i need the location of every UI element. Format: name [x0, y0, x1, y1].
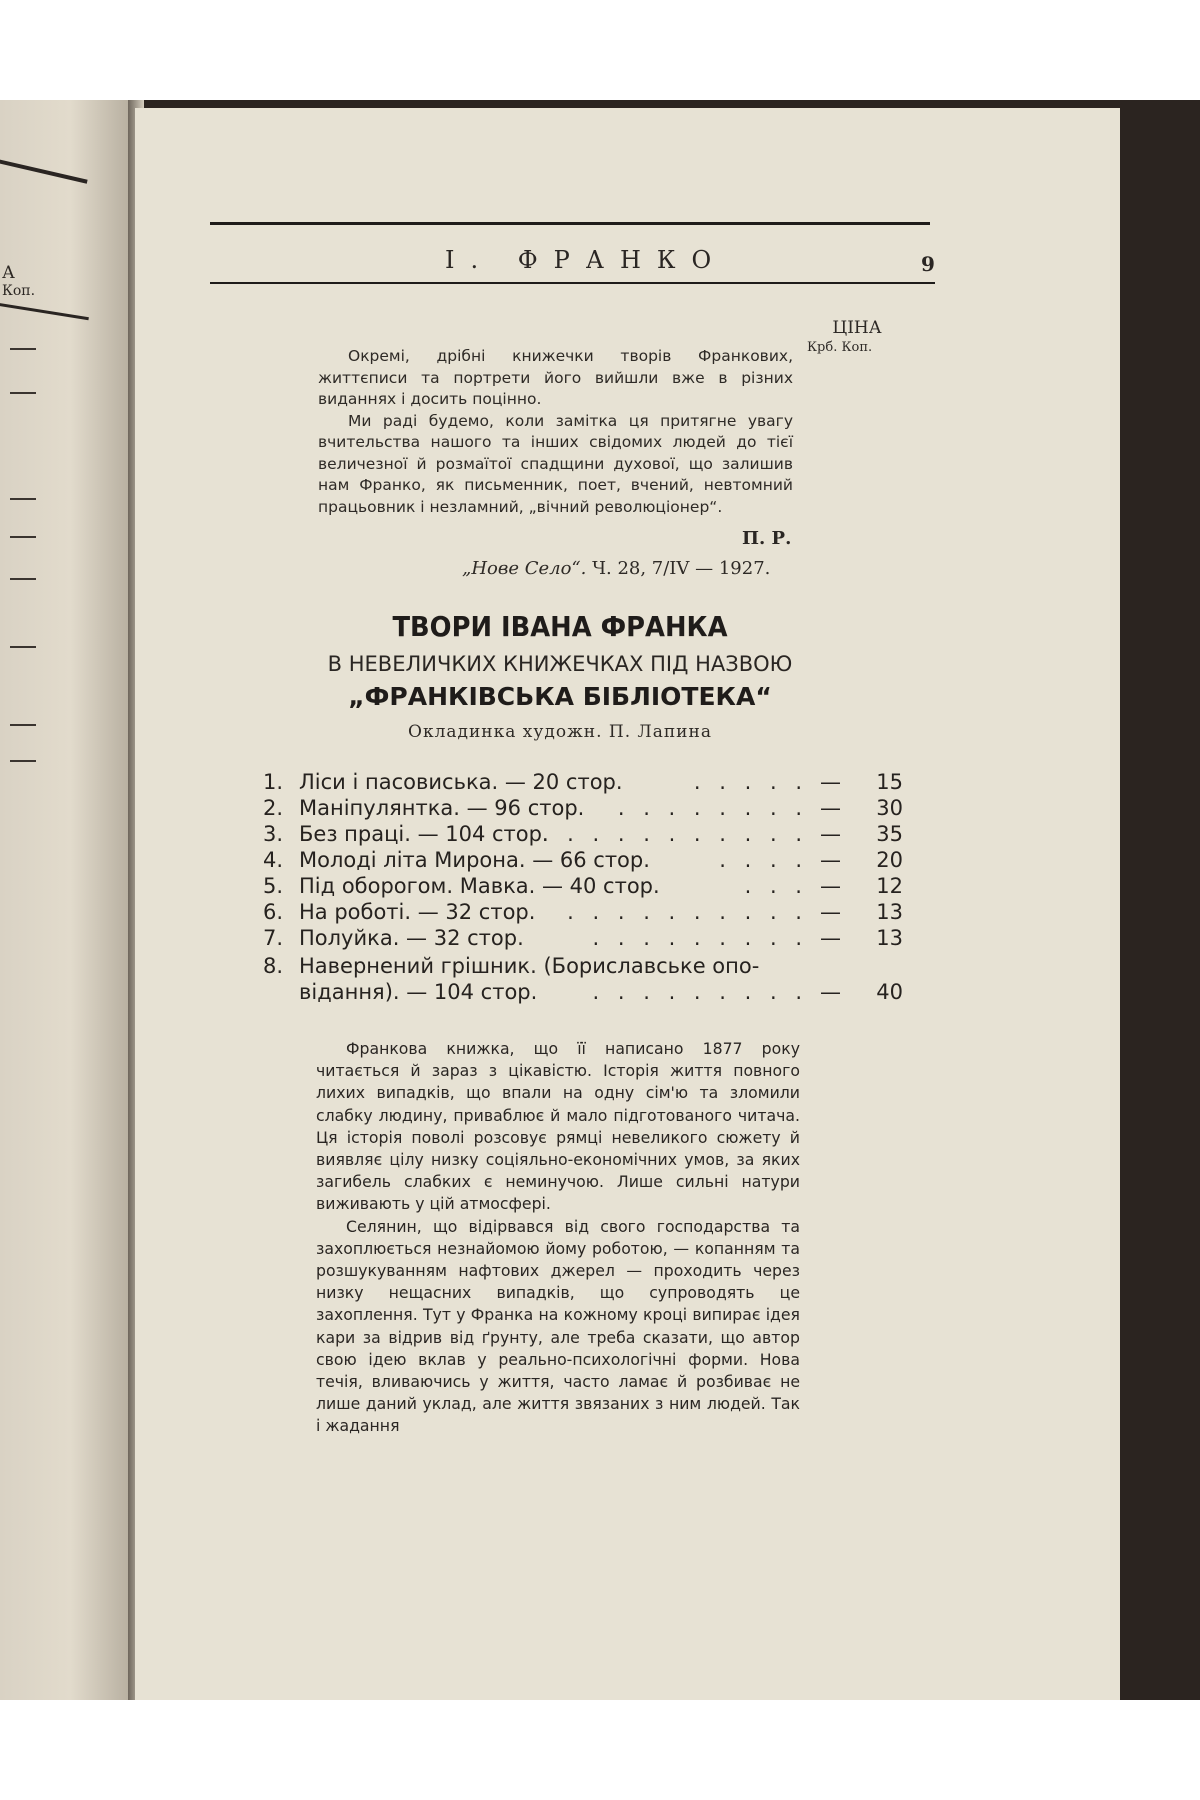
section-title: ТВОРИ ІВАНА ФРАНКА [392, 610, 728, 643]
source-issue: Ч. 28, 7/IV — 1927. [586, 558, 771, 579]
book-title: Навернений грішник. (Бориславське опо- [299, 954, 760, 978]
left-page-dash [10, 536, 36, 538]
book-item [263, 926, 903, 952]
book-title: На роботі. — 32 стор. [299, 900, 536, 924]
book-description [316, 1038, 800, 1438]
price-dash: — [820, 900, 841, 924]
book-item [263, 980, 903, 1006]
book-title: Без праці. — 104 стор. [299, 822, 549, 846]
price-dash: — [820, 980, 841, 1004]
left-page-dash [10, 498, 36, 500]
cover-credit: Окладинка художн. П. Лапина [408, 722, 712, 742]
price-dash: — [820, 874, 841, 898]
book-item [263, 796, 903, 822]
book-title: відання). — 104 стор. [299, 980, 538, 1004]
section-subtitle: В НЕВЕЛИЧКИХ КНИЖЕЧКАХ ПІД НАЗВОЮ [327, 652, 793, 676]
intro-text [318, 346, 793, 518]
left-page-dash [10, 392, 36, 394]
price-dash: — [820, 926, 841, 950]
book-price: 12 [876, 874, 903, 898]
book-title: Маніпулянтка. — 96 стор. [299, 796, 585, 820]
price-dash: — [820, 770, 841, 794]
leader-dots: . . . . . . . . . . [567, 900, 808, 924]
book-price: 30 [876, 796, 903, 820]
left-page-dash [10, 760, 36, 762]
leader-dots: . . . [744, 874, 808, 898]
book-price: 40 [876, 980, 903, 1004]
source-citation [462, 558, 770, 579]
left-page-dash [10, 578, 36, 580]
leader-dots: . . . . . [693, 770, 808, 794]
header-rule-bottom [210, 282, 935, 284]
book-title: Під оборогом. Мавка. — 40 стор. [299, 874, 660, 898]
left-page-heading-fragment: А [2, 263, 15, 283]
leader-dots: . . . . [719, 848, 808, 872]
book-price: 13 [876, 926, 903, 950]
price-dash: — [820, 796, 841, 820]
book-number: 1. [263, 770, 284, 794]
left-page-dash [10, 348, 36, 350]
leader-dots: . . . . . . . . . . . [541, 822, 808, 846]
leader-dots: . . . . . . . . [617, 796, 808, 820]
book-title: Молоді літа Мирона. — 66 стор. [299, 848, 650, 872]
left-page-rule-bottom [0, 300, 89, 320]
intro-paragraph: Окремі, дрібні книжечки творів Франкових, життєписи та портрети його вийшли вже в різних виданнях і досить поцінно. [318, 347, 793, 408]
bottom-margin [0, 1702, 1200, 1800]
intro-paragraph: Ми раді будемо, коли замітка ця притягне увагу вчительства нашого та інших свідомих людей до тієї величезної й розмаїтої спадщини духової, що залишив нам Франко, як письменник, поет, вчений, невтомний працьовник і незламний, „вічний революціонер“. [318, 411, 793, 516]
left-page-units-fragment: Коп. [2, 283, 36, 299]
header-rule-top [210, 222, 930, 225]
book-title: Ліси і пасовиська. — 20 стор. [299, 770, 623, 794]
book-number: 8. [263, 954, 284, 978]
book-price: 35 [876, 822, 903, 846]
left-page-rule-top [0, 155, 88, 184]
book-number: 3. [263, 822, 284, 846]
book-number: 6. [263, 900, 284, 924]
book-title: Полуйка. — 32 стор. [299, 926, 524, 950]
left-page-dash [10, 646, 36, 648]
book-item [263, 770, 903, 796]
description-paragraph: Селянин, що відірвався від свого господарства та захоплюється незнайомою йому роботою, — копанням та розшукуванням нафтових джерел — проходить через низку нещасних випадків, що супроводять це захоплення. Тут у Франка на кожному кроці випирає ідея кари за відрив від ґрунту, але треба сказати, що автор свою ідею вклав у реально-психологічні форми. Нова течія, вливаючись у життя, часто ламає й розбиває не лише даний уклад, але життя звязаних з ним людей. Так і жадання [316, 1216, 800, 1436]
leader-dots: . . . . . . . . . [592, 926, 808, 950]
price-dash: — [820, 848, 841, 872]
book-item [263, 954, 903, 980]
series-name: „ФРАНКІВСЬКА БІБЛІОТЕКА“ [348, 682, 772, 711]
left-page-edge [0, 100, 128, 1700]
leader-dots: . . . . . . . . . [592, 980, 808, 1004]
price-heading: ЦІНА [832, 318, 882, 338]
book-item [263, 822, 903, 848]
page-number: 9 [921, 252, 935, 276]
book-item [263, 848, 903, 874]
price-dash: — [820, 822, 841, 846]
price-units: Крб. Коп. [807, 340, 873, 355]
signature: П. Р. [742, 528, 792, 549]
running-title: І. ФРАНКО [445, 246, 728, 274]
book-price: 20 [876, 848, 903, 872]
description-paragraph: Франкова книжка, що її написано 1877 року читається й зараз з цікавістю. Історія життя повного лихих випадків, що впали на одну сім'ю та зломили слабку людину, приваблює й мало підготованого читача. Ця історія поволі розсовує рямці невеликого сюжету й виявляє цілу низку соціяльно-економічних умов, за яких загибель слабких є неминучою. Лише сильні натури виживають у цій атмосфері. [316, 1039, 800, 1214]
left-page-dash [10, 724, 36, 726]
book-item [263, 900, 903, 926]
source-newspaper: „Нове Село“. [462, 558, 587, 579]
book-number: 5. [263, 874, 284, 898]
book-number: 7. [263, 926, 284, 950]
book-number: 2. [263, 796, 284, 820]
book-price: 15 [876, 770, 903, 794]
book-number: 4. [263, 848, 284, 872]
book-price: 13 [876, 900, 903, 924]
book-item [263, 874, 903, 900]
